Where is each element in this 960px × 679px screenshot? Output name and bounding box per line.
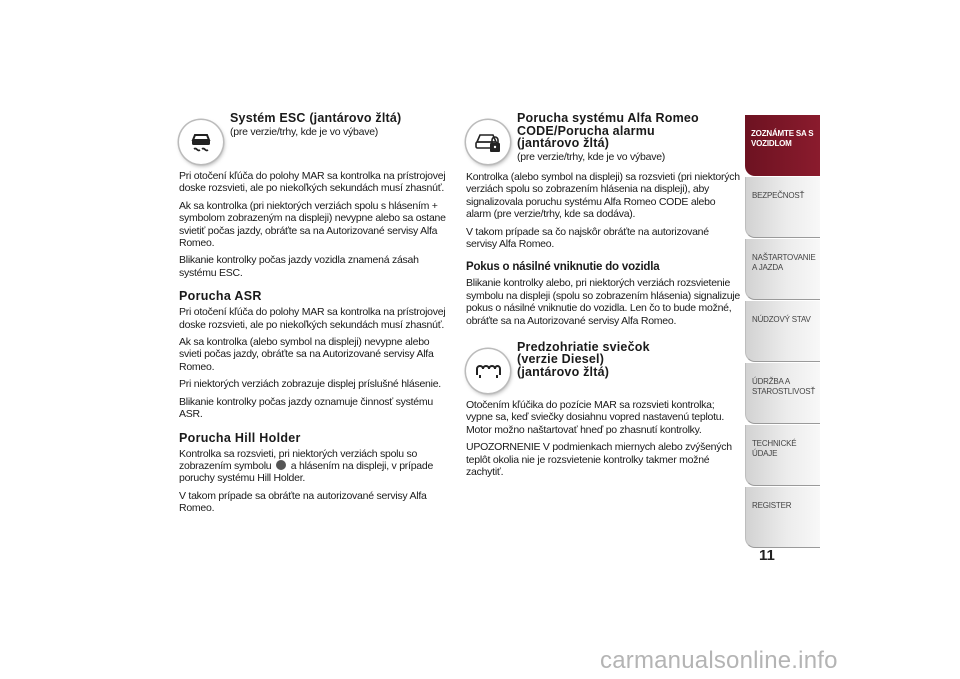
tab-emergency[interactable]: NÚDZOVÝ STAV — [745, 301, 820, 362]
chapter-tabs — [745, 115, 820, 549]
code-title-line-2: CODE/Porucha alarmu — [517, 123, 655, 138]
page-number: 11 — [759, 547, 775, 564]
hill-holder-paragraph-1 — [179, 448, 451, 485]
code-indicator-block — [466, 112, 742, 163]
esc-paragraph-3: Blikanie kontrolky počas jazdy vozidla znamená zásah systému ESC. — [179, 254, 419, 279]
asr-paragraph-1: Pri otočení kľúča do polohy MAR sa kontrolka na prístrojovej doske rozsvieti, ale po niekoľkých sekundách musí zhasnúť. — [179, 306, 446, 331]
code-title-line-3: (jantárovo žltá) — [517, 136, 610, 150]
right-column — [466, 112, 742, 483]
car-lock-icon — [466, 120, 510, 164]
asr-paragraph-3: Pri niektorých verziách zobrazuje displej príslušné hlásenie. — [179, 378, 441, 391]
code-title-line-1: Porucha systému Alfa Romeo — [517, 111, 699, 125]
watermark: carmanualsonline.info — [600, 647, 838, 674]
glow-paragraph-2: UPOZORNENIE V podmienkach miernych alebo zvýšených teplôt okolia nie je rozsvietenie kontrolky takmer možné zachytiť. — [466, 441, 732, 478]
tab-starting-driving[interactable]: NAŠTARTOVANIE A JAZDA — [745, 239, 820, 300]
esc-paragraph-2: Ak sa kontrolka (pri niektorých verziách spolu s hlásením + symbolom zobrazeným na displeji) nevypne alebo sa ostane svietiť počas jazdy, obráťte sa na Autorizované servisy Alfa Romeo. — [179, 199, 446, 250]
esc-paragraph-1: Pri otočení kľúča do polohy MAR sa kontrolka na prístrojovej doske rozsvieti, ale po niekoľkých sekundách musí zhasnúť. — [179, 170, 446, 195]
esc-indicator-block — [179, 112, 451, 162]
esc-title: Systém ESC (jantárovo žltá) — [230, 111, 402, 125]
hill-holder-text-b: a hlásením na displeji, v prípade poruchy systému Hill Holder. — [179, 459, 434, 485]
code-subtitle: (pre verzie/trhy, kde je vo výbave) — [517, 150, 666, 163]
glow-paragraph-1: Otočením kľúčika do pozície MAR sa rozsvieti kontrolka; vypne sa, keď sviečky dosiahnu vopred nastavenú teplotu. Motor možno naštartovať hneď po zhasnutí kontrolky. — [466, 398, 725, 436]
tab-vehicle-intro[interactable]: ZOZNÁMTE SA S VOZIDLOM — [745, 115, 820, 176]
glow-title-line-2: (verzie Diesel) — [517, 352, 605, 367]
asr-paragraph-4: Blikanie kontrolky počas jazdy oznamuje činnosť systému ASR. — [179, 395, 433, 421]
tab-maintenance[interactable]: ÚDRŽBA A STAROSTLIVOSŤ — [745, 363, 820, 424]
glow-title-line-1: Predzohriatie sviečok — [517, 339, 650, 354]
glow-plug-indicator-block — [466, 341, 742, 391]
hill-holder-text-a: Kontrolka sa rozsvieti, pri niektorých verziách spolu so zobrazením symbolu — [179, 447, 418, 472]
skidding-car-icon — [179, 120, 223, 164]
glow-title-line-3: (jantárovo žltá) — [517, 364, 610, 379]
glow-plug-icon — [466, 349, 510, 393]
left-column — [179, 112, 451, 520]
hill-holder-symbol-icon — [276, 460, 286, 470]
tamper-heading: Pokus o násilné vniknutie do vozidla — [466, 261, 660, 274]
esc-subtitle: (pre verzie/trhy, kde je vo výbave) — [230, 125, 379, 138]
tab-index[interactable]: REGISTER — [745, 487, 820, 548]
code-paragraph-1: Kontrolka (alebo symbol na displeji) sa rozsvieti (pri niektorých verziách spolu so zobrazením hlásenia na displeji), aby signalizovala poruchu systému Alfa Romeo CODE alebo alarm (pre verzie/trhy, kde sa dodáva). — [466, 170, 740, 221]
code-paragraph-2: V takom prípade sa čo najskôr obráťte na autorizované servisy Alfa Romeo. — [466, 225, 709, 250]
hill-holder-paragraph-2: V takom prípade sa obráťte na autorizované servisy Alfa Romeo. — [179, 489, 427, 515]
asr-heading: Porucha ASR — [179, 289, 262, 304]
tamper-paragraph: Blikanie kontrolky alebo, pri niektorých verziách rozsvietenie symbolu na displeji (spolu so zobrazením hlásenia) signalizuje pokus o násilné vniknutie do vozidla. Len čo to bude možné, obráťte sa na Autorizované servisy Alfa Romeo. — [466, 277, 740, 327]
hill-holder-heading: Porucha Hill Holder — [179, 430, 301, 445]
asr-paragraph-2: Ak sa kontrolka (alebo symbol na displeji) nevypne alebo svieti počas jazdy, obráťte sa na Autorizované servisy Alfa Romeo. — [179, 336, 434, 373]
tab-safety[interactable]: BEZPEČNOSŤ — [745, 177, 820, 238]
tab-technical-data[interactable]: TECHNICKÉ ÚDAJE — [745, 425, 820, 486]
